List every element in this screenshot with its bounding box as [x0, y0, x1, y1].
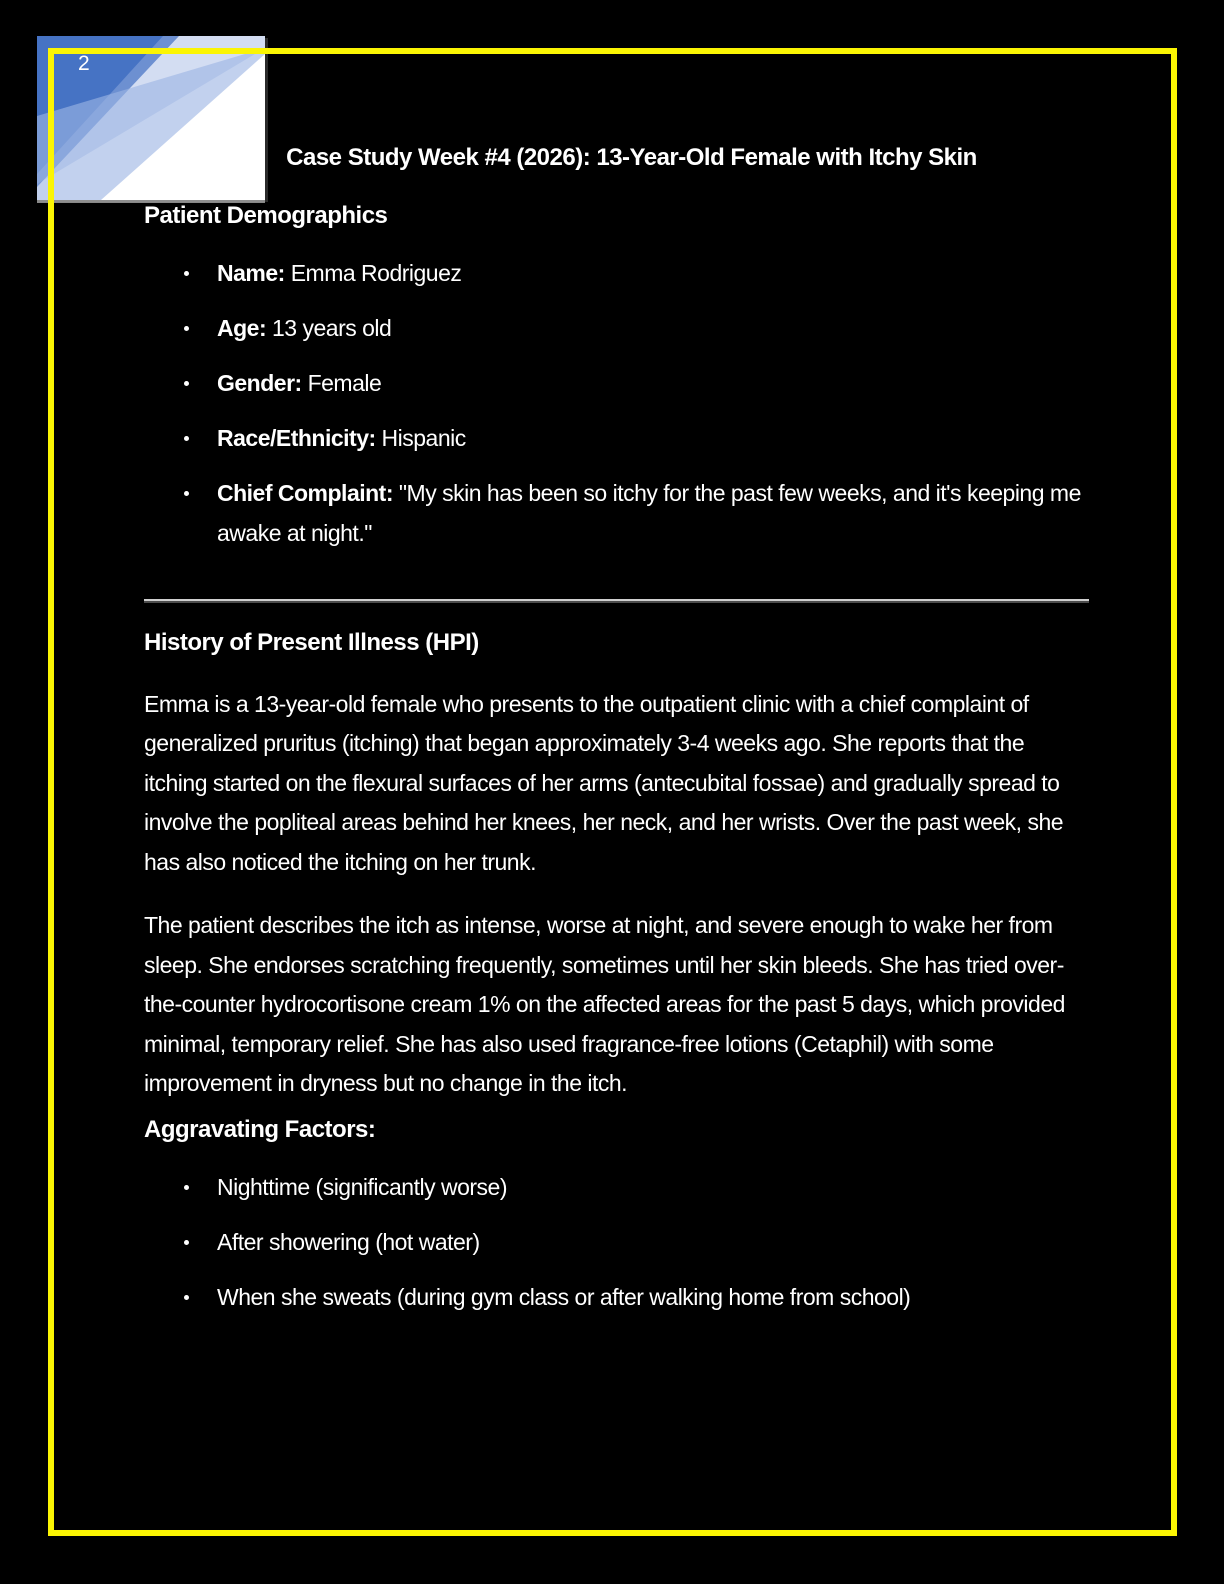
bullet-icon — [184, 381, 189, 386]
item-label: Name: — [217, 260, 285, 286]
item-value: 13 years old — [272, 315, 392, 341]
bullet-icon — [184, 436, 189, 441]
section-divider — [144, 599, 1089, 603]
item-text: When she sweats (during gym class or after walking home from school) — [217, 1283, 911, 1310]
list-item — [144, 364, 1089, 404]
list-item — [144, 474, 1089, 553]
bullet-icon — [184, 491, 189, 496]
section-heading-aggravating: Aggravating Factors: — [144, 1115, 376, 1143]
item-value: Female — [307, 370, 382, 396]
item-label: Chief Complaint: — [217, 480, 393, 506]
item-value: Emma Rodriguez — [290, 260, 462, 286]
item-text: After showering (hot water) — [217, 1228, 480, 1255]
aggravating-factors-list — [144, 1168, 1089, 1333]
document-content — [144, 0, 1089, 1333]
demographics-list — [144, 254, 1089, 569]
bullet-icon — [184, 1240, 189, 1245]
item-text: Nighttime (significantly worse) — [217, 1173, 507, 1200]
list-item — [144, 1223, 1089, 1263]
list-item — [144, 1278, 1089, 1318]
list-item — [144, 419, 1089, 459]
bullet-icon — [184, 1185, 189, 1190]
item-label: Race/Ethnicity: — [217, 425, 376, 451]
document-title: Case Study Week #4 (2026): 13-Year-Old Female with Itchy Skin — [286, 144, 977, 171]
bullet-icon — [184, 271, 189, 276]
item-value: "My skin has been so itchy for the past few weeks, and it's keeping me awake at night." — [217, 480, 1081, 546]
bullet-icon — [184, 1295, 189, 1300]
section-heading-demographics: Patient Demographics — [144, 202, 388, 229]
item-label: Age: — [217, 315, 267, 341]
badge-corner-graphic — [37, 36, 265, 200]
list-item — [144, 1168, 1089, 1208]
item-label: Gender: — [217, 370, 302, 396]
hpi-paragraph-1: Emma is a 13-year-old female who presents to the outpatient clinic with a chief complaint of generalized pruritus (itching) that began approximately 3-4 weeks ago. She reports that the itching started on the flexural surfaces of her arms (antecubital fossae) and gradually spread to involve the popliteal areas behind her knees, her neck, and her wrists. Over the past week, she has also noticed the itching on her trunk. — [144, 690, 1064, 875]
page-number: 2 — [78, 52, 90, 75]
list-item — [144, 254, 1089, 294]
bullet-icon — [184, 326, 189, 331]
item-value: Hispanic — [381, 425, 466, 451]
section-heading-hpi: History of Present Illness (HPI) — [144, 628, 479, 656]
hpi-paragraph-2: The patient describes the itch as intense, worse at night, and severe enough to wake her from sleep. She endorses scratching frequently, sometimes until her skin bleeds. She has tried over-the-counter hydrocortisone cream 1% on the affected areas for the past 5 days, which provided minimal, temporary relief. She has also used fragrance-free lotions (Cetaphil) with some improvement in dryness but no change in the itch. — [144, 912, 1065, 1096]
page-number-badge — [37, 36, 265, 200]
list-item — [144, 309, 1089, 349]
